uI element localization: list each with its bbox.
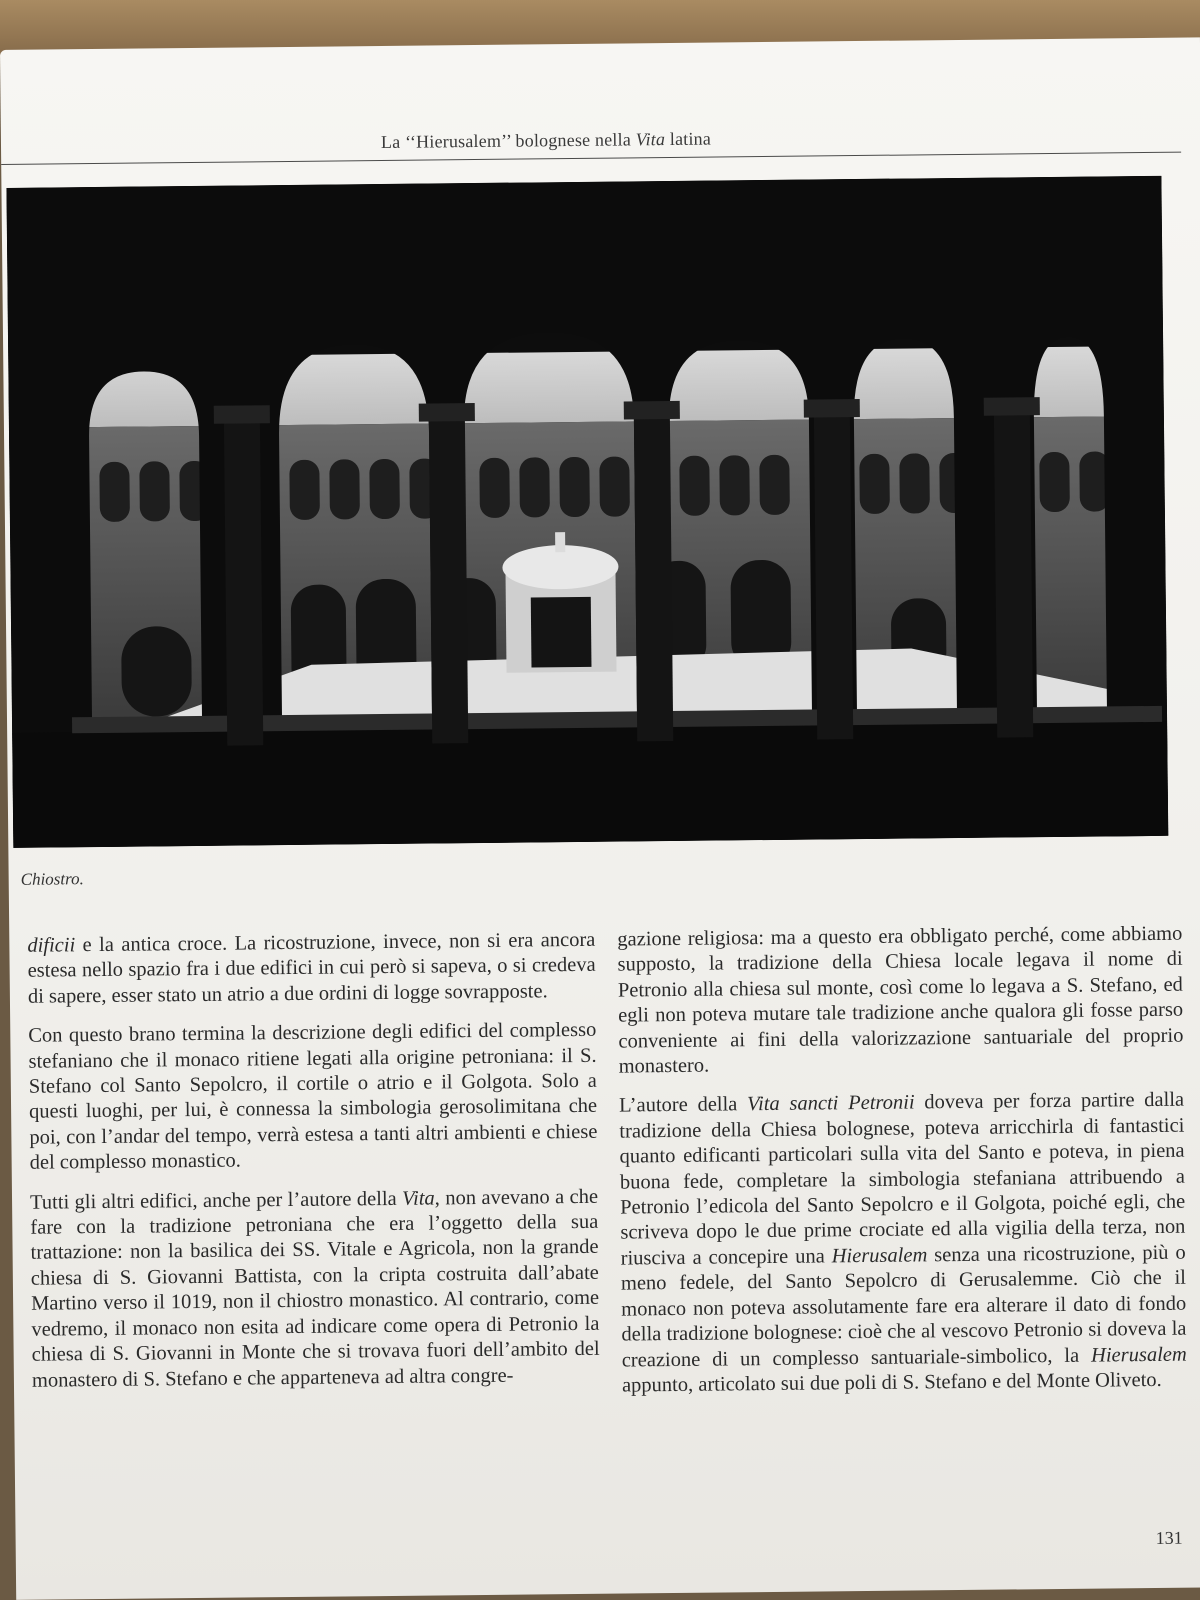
cloister-photo-illustration — [6, 176, 1168, 848]
paragraph-text: senza una ricostruzione, più o meno fedele, del Santo Sepolcro di Gerusalemme. Ciò che il monaco non poteva assolutamente fare era alterare il dato di fondo della tradizione bolognese: cioè che al vescovo Petronio si doveva la creazione di un complesso santuariale-simbolico, la — [620, 1241, 1187, 1372]
paragraph — [30, 1184, 600, 1393]
paragraph-text: gazione religiosa: ma a questo era obbligato perché, come abbiamo supposto, la tradizione della Chiesa locale legava il nome di Petronio alla chiesa sul monte, così come lo legava a S. Stefano, ed egli non poteva mutare tale tradizione anche qualora gli fosse parso conveniente ai fini della valorizzazione santuariale del proprio monastero. — [617, 922, 1184, 1078]
italic-word: dificii — [27, 934, 76, 957]
paragraph — [28, 1018, 598, 1176]
text-column-left — [27, 928, 600, 1408]
italic-word: Hierusalem — [831, 1244, 928, 1268]
paragraph-text: e la antica croce. La ricostruzione, invece, non si era ancora estesa nello spazio fra i due edifici in cui però si sapeva, o si credeva di sapere, esser stato un atrio a due ordini di logge sovrapposte. — [27, 928, 596, 1008]
book-page — [0, 37, 1200, 1599]
italic-word: Vita — [401, 1187, 435, 1210]
paragraph — [617, 922, 1184, 1080]
photo-caption: Chiostro. — [20, 869, 84, 889]
text-column-right — [617, 922, 1187, 1413]
paragraph-text: Con questo brano termina la descrizione degli edifici del complesso stefaniano che il monaco ritiene legati alla origine petroniana: il S. Stefano col Santo Sepolcro, il cortile o atrio e il Golgota. Solo a questi luoghi, per lui, è connessa la simbologia gerosolimitana che poi, con l’andar del tempo, verrà estesa a tanti altri ambienti e chiese del complesso monastico. — [28, 1019, 598, 1174]
paragraph-text: Tutti gli altri edifici, anche per l’autore della — [29, 1187, 403, 1214]
paragraph — [619, 1088, 1187, 1399]
running-head — [381, 128, 801, 153]
paragraph-text: L’autore della — [618, 1093, 748, 1118]
running-head-text: La ‘‘Hierusalem’’ bolognese nella — [380, 129, 636, 153]
paragraph-text: , non avevano a che fare con la tradizione petroniana che era l’oggetto della sua trattazione: non la basilica dei SS. Vitale e Agricola, non la grande chiesa di S. Giovanni Battista, con la cripta costruita dall’abate Martino verso il 1019, non il chiostro monastico. Al contrario, come vedremo, il monaco non esita ad indicare come opera di Petronio la chiesa di S. Giovanni in Monte che si trovava fuori dell’ambito del monastero di S. Stefano e che apparteneva ad altra congre- — [30, 1185, 600, 1392]
running-head-text-end: latina — [665, 128, 712, 150]
paragraph-text: doveva per forza partire dalla tradizione della Chiesa bolognese, poteva arricchirla di fantastici quanto edificanti particolari sulla vita del Santo e poteva, in piena buona fede, completare la simbologia stefaniana attribuendo a Petronio l’edicola del Santo Sepolcro e il Golgota, poiché egli, che scriveva dopo le due prime crociate ed alla vigilia della terza, non riusciva a concepire una — [619, 1089, 1186, 1270]
italic-title: Vita sancti Petronii — [746, 1091, 915, 1116]
cloister-photograph — [6, 176, 1168, 848]
running-head-italic: Vita — [635, 129, 666, 150]
header-rule — [1, 152, 1181, 165]
italic-word: Hierusalem — [1090, 1343, 1187, 1367]
page-number: 131 — [1155, 1527, 1183, 1548]
paragraph — [27, 928, 596, 1010]
paragraph-text: appunto, articolato sui due poli di S. Stefano e del Monte Oliveto. — [621, 1368, 1162, 1397]
